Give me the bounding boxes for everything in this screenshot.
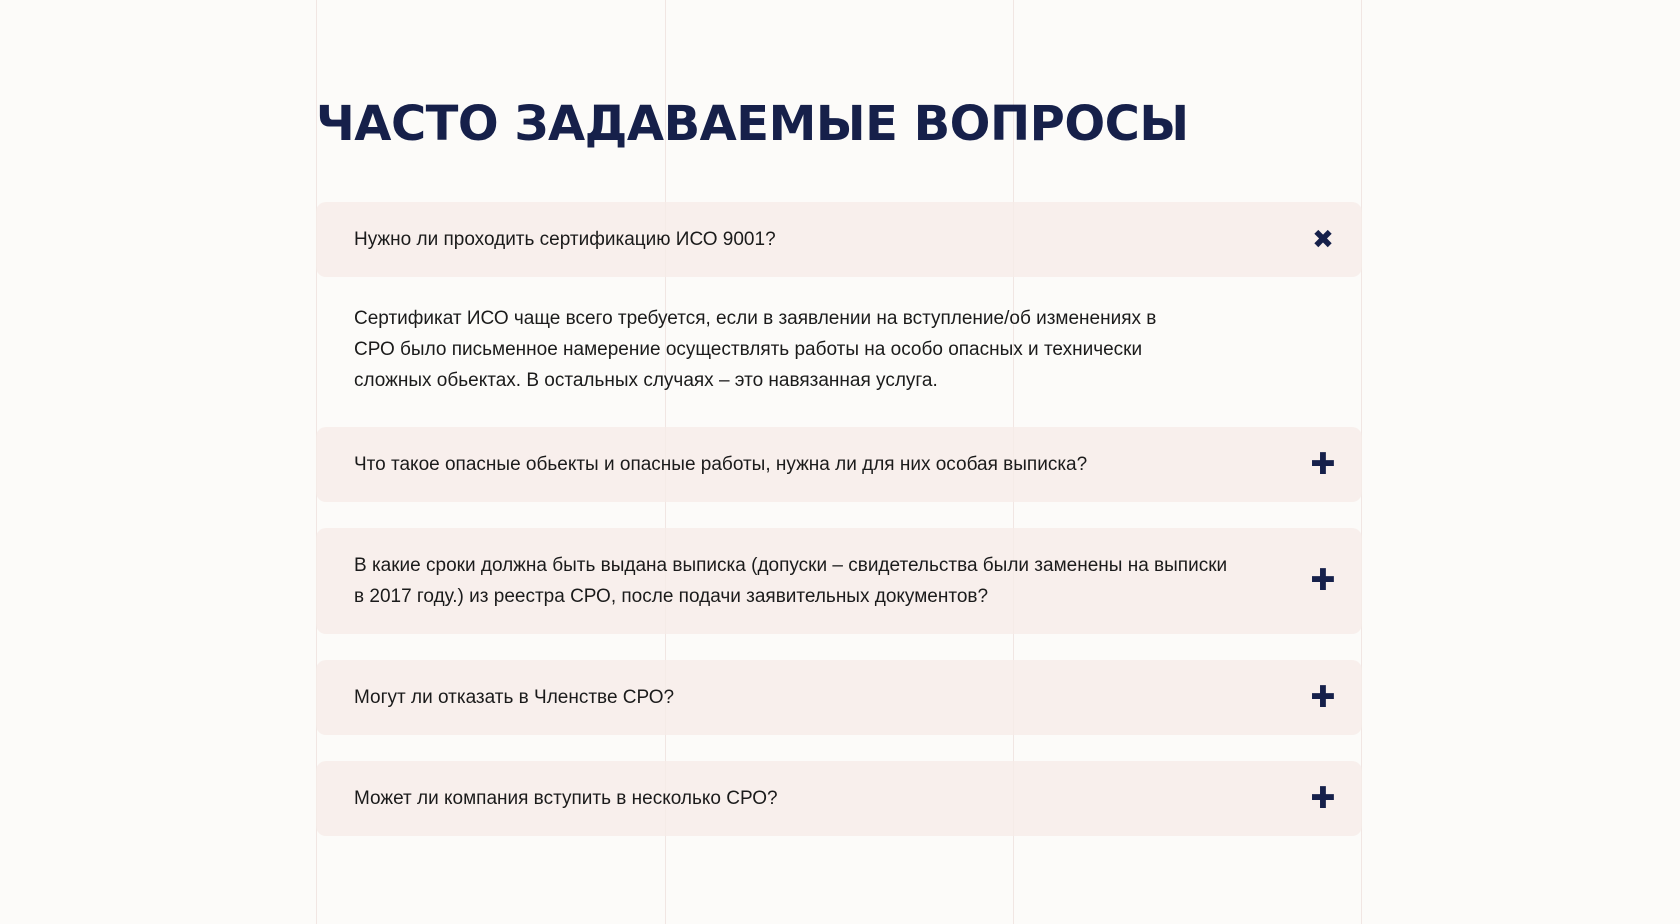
faq-question-header[interactable]	[316, 202, 1362, 277]
faq-answer-text: Сертификат ИСО чаще всего требуется, если в заявлении на вступление/об изменениях в СРО было письменное намерение осуществлять работы на особо опасных и технически сложных обьектах. В остальных случаях – это навязанная услуга.	[354, 308, 1157, 391]
faq-item	[316, 761, 1362, 836]
faq-question-text: Может ли компания вступить в несколько СРО?	[354, 788, 778, 809]
faq-question-header[interactable]	[316, 660, 1362, 735]
faq-question-text: Нужно ли проходить сертификацию ИСО 9001?	[354, 229, 776, 250]
faq-question-text: В какие сроки должна быть выдана выписка (допуски – свидетельства были заменены на выписки в 2017 году.) из реестра СРО, после подачи заявительных документов?	[354, 555, 1228, 607]
faq-question-header[interactable]	[316, 761, 1362, 836]
faq-question-header[interactable]	[316, 427, 1362, 502]
faq-item	[316, 202, 1362, 422]
plus-icon[interactable]: ✚	[1310, 446, 1336, 482]
faq-section-title: ЧАСТО ЗАДАВАЕМЫЕ ВОПРОСЫ	[316, 96, 1189, 152]
faq-question-text: Что такое опасные обьекты и опасные работы, нужна ли для них особая выписка?	[354, 454, 1088, 475]
faq-accordion	[316, 202, 1362, 862]
faq-item	[316, 427, 1362, 502]
close-icon[interactable]: ✖	[1312, 224, 1334, 255]
faq-item	[316, 528, 1362, 634]
faq-item	[316, 660, 1362, 735]
plus-icon[interactable]: ✚	[1310, 563, 1336, 598]
faq-question-text: Могут ли отказать в Членстве СРО?	[354, 687, 675, 708]
plus-icon[interactable]: ✚	[1310, 780, 1336, 816]
plus-icon[interactable]: ✚	[1310, 679, 1336, 715]
faq-question-header[interactable]	[316, 528, 1362, 634]
